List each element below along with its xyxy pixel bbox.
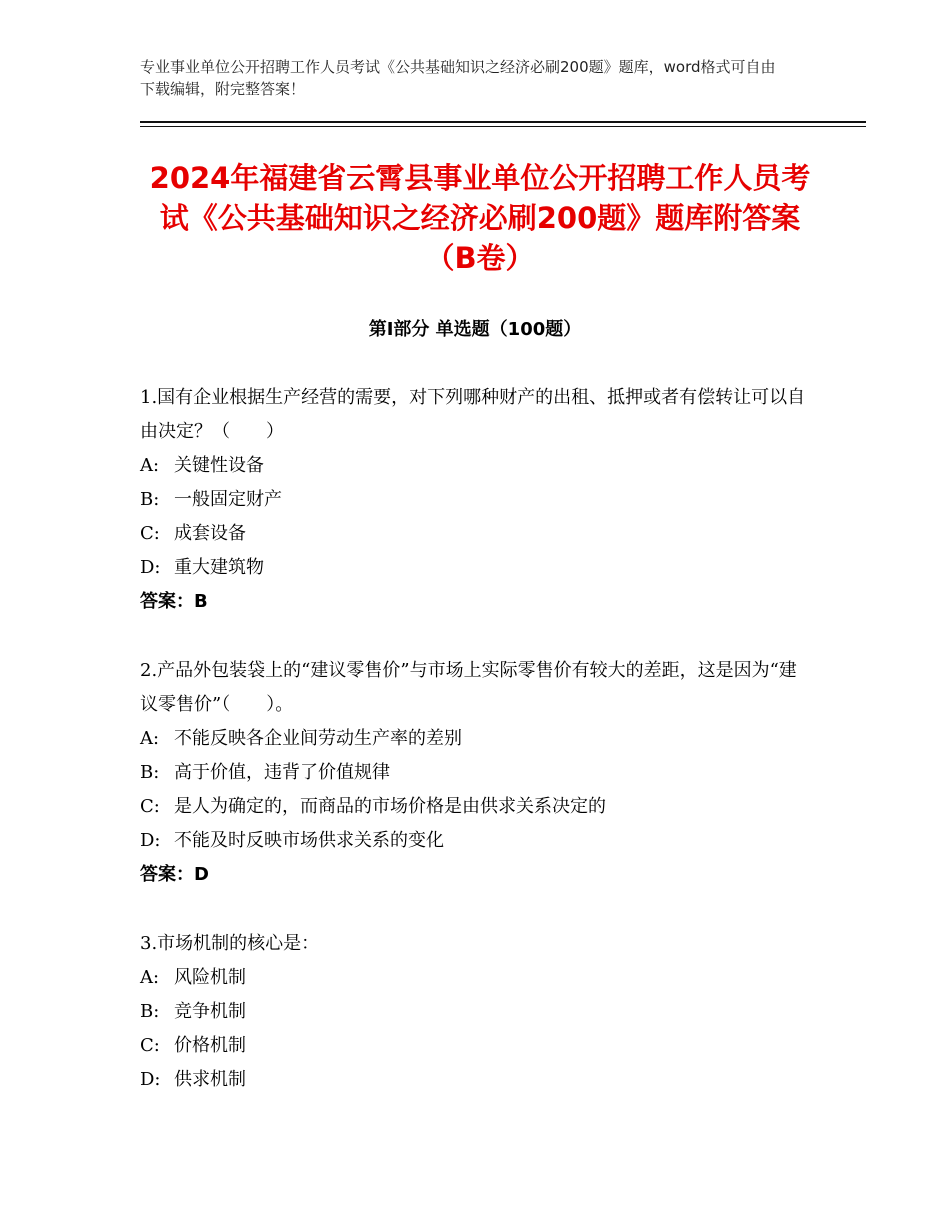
option-text: 供求机制: [174, 1069, 246, 1090]
option-letter: C:: [140, 523, 160, 544]
question-text: 3.市场机制的核心是：: [140, 933, 320, 954]
option-text: 不能及时反映市场供求关系的变化: [174, 830, 444, 851]
option-letter: C:: [140, 1035, 160, 1056]
document-title: 2024年福建省云霄县事业单位公开招聘工作人员考试《公共基础知识之经济必刷200题》题库附答案（B卷）: [149, 161, 811, 275]
option-letter: D:: [140, 830, 161, 851]
option-b: [140, 756, 810, 790]
option-letter: A:: [140, 967, 160, 988]
header-note: 专业事业单位公开招聘工作人员考试《公共基础知识之经济必刷200题》题库，word格式可自由下载编辑，附完整答案！: [140, 58, 776, 98]
option-c: [140, 790, 810, 824]
option-d: [140, 551, 810, 585]
question-1: [140, 381, 810, 619]
question-2: [140, 654, 810, 892]
question-text: 1.国有企业根据生产经营的需要，对下列哪种财产的出租、抵押或者有偿转让可以自由决定？（ ）: [140, 387, 806, 442]
option-text: 不能反映各企业间劳动生产率的差别: [174, 728, 462, 749]
option-text: 成套设备: [174, 523, 246, 544]
option-text: 重大建筑物: [174, 557, 264, 578]
option-a: [140, 961, 810, 995]
option-text: 价格机制: [174, 1035, 246, 1056]
option-b: [140, 995, 810, 1029]
option-letter: B:: [140, 1001, 160, 1022]
option-text: 是人为确定的，而商品的市场价格是由供求关系决定的: [174, 796, 606, 817]
option-letter: B:: [140, 489, 160, 510]
option-text: 高于价值，违背了价值规律: [174, 762, 390, 783]
option-text: 风险机制: [174, 967, 246, 988]
option-text: 竞争机制: [174, 1001, 246, 1022]
option-letter: D:: [140, 557, 161, 578]
option-letter: C:: [140, 796, 160, 817]
option-text: 一般固定财产: [174, 489, 282, 510]
header-rule-thick: [140, 121, 866, 123]
option-letter: A:: [140, 728, 160, 749]
option-d: [140, 1063, 810, 1097]
answer: 答案：B: [140, 591, 208, 612]
option-c: [140, 517, 810, 551]
option-letter: D:: [140, 1069, 161, 1090]
option-letter: B:: [140, 762, 160, 783]
option-a: [140, 722, 810, 756]
header-rule-thin: [140, 126, 866, 127]
option-letter: A:: [140, 455, 160, 476]
option-c: [140, 1029, 810, 1063]
option-text: 关键性设备: [174, 455, 264, 476]
question-3: [140, 927, 810, 1097]
answer: 答案：D: [140, 864, 209, 885]
option-a: [140, 449, 810, 483]
section-heading: 第Ⅰ部分 单选题（100题）: [368, 319, 582, 340]
option-b: [140, 483, 810, 517]
option-d: [140, 824, 810, 858]
question-text: 2.产品外包装袋上的“建议零售价”与市场上实际零售价有较大的差距，这是因为“建议零售价”（ ）。: [140, 660, 797, 715]
